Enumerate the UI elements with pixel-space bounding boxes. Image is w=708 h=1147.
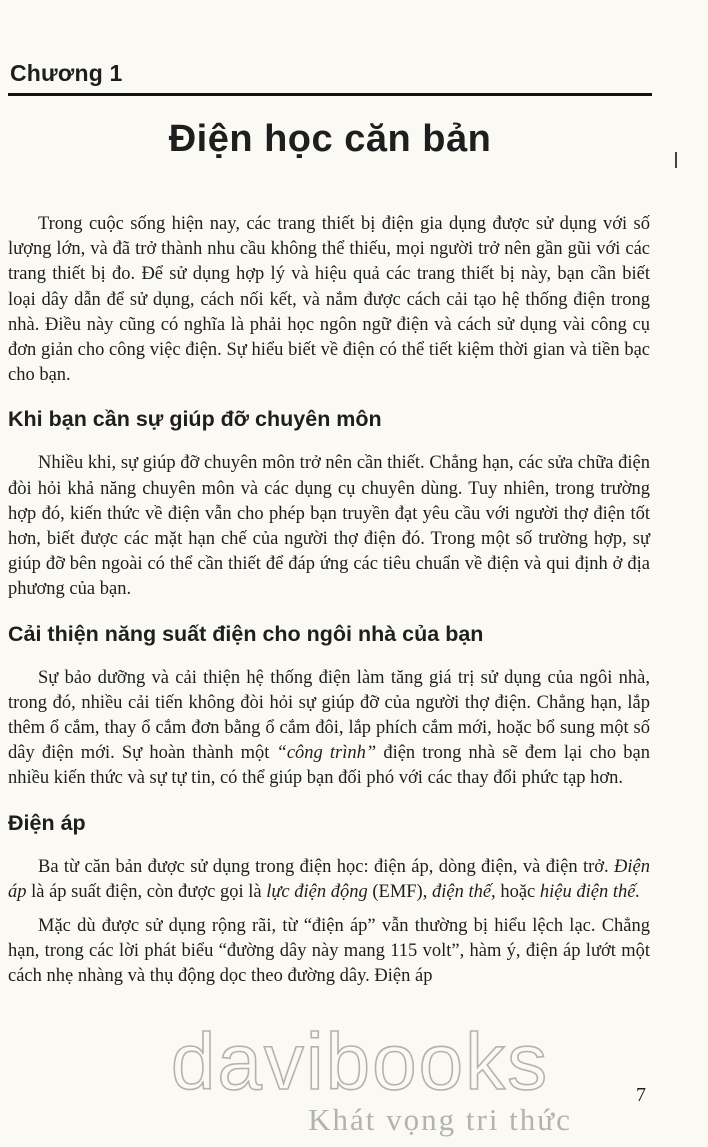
- text-run: là áp suất điện, còn được gọi là: [26, 881, 267, 902]
- page-number: 7: [636, 1084, 646, 1106]
- section-heading-professional-help: Khi bạn cần sự giúp đỡ chuyên môn: [8, 407, 382, 432]
- chapter-divider: [8, 93, 652, 96]
- text-run: (EMF),: [367, 881, 432, 902]
- text-run: Ba từ căn bản được sử dụng trong điện học: điện áp, dòng điện, và điện trở.: [38, 856, 615, 877]
- italic-term: “công trình”: [276, 743, 377, 764]
- home-improvement-paragraph: [8, 666, 650, 792]
- page-body: [8, 212, 650, 990]
- margin-mark: [675, 152, 677, 168]
- watermark-logo: davibooks: [170, 1017, 550, 1106]
- text-run: hoặc: [495, 881, 540, 902]
- italic-term: điện thế,: [431, 881, 496, 902]
- voltage-paragraph-1: [8, 855, 650, 905]
- chapter-title: Điện học căn bản: [168, 118, 492, 160]
- text-run: điện trong nhà sẽ đem lại cho bạn nhiều kiến thức và sự tự tin, có thể giúp bạn đối phó với các thay đổi phức tạp hơn.: [8, 743, 650, 789]
- section-heading-voltage: Điện áp: [8, 810, 86, 835]
- professional-help-paragraph: Nhiều khi, sự giúp đỡ chuyên môn trở nên cần thiết. Chẳng hạn, các sửa chữa điện đòi hỏi khả năng chuyên môn và các dụng cụ chuyên dùng. Tuy nhiên, trong trường hợp đó, kiến thức về điện vẫn cho phép bạn truyền đạt yêu cầu với người thợ điện tốt hơn, biết được các mặt hạn chế của người thợ điện đó. Trong một số trường hợp, sự giúp đỡ bên ngoài có thể cần thiết để đáp ứng các tiêu chuẩn về điện và qui định ở địa phương của bạn.: [8, 453, 650, 600]
- section-heading-home-improvement: Cải thiện năng suất điện cho ngôi nhà của bạn: [8, 621, 484, 646]
- italic-term: lực điện động: [266, 881, 368, 902]
- intro-paragraph: Trong cuộc sống hiện nay, các trang thiết bị điện gia dụng được sử dụng với số lượng lớn, và đã trở thành nhu cầu không thể thiếu, mọi người trở nên gần gũi với các trang thiết bị đo. Để sử dụng hợp lý và hiệu quả các trang thiết bị này, bạn cần biết loại dây dẫn để sử dụng, cách nối kết, và nắm được cách cải tạo hệ thống điện trong nhà. Điều này cũng có nghĩa là phải học ngôn ngữ điện và cách sử dụng vài công cụ đơn giản cho công việc điện. Sự hiểu biết về điện có thể tiết kiệm thời gian và tiền bạc cho bạn.: [8, 214, 650, 386]
- italic-term: hiệu điện thế.: [539, 881, 641, 902]
- watermark-tagline: Khát vọng tri thức: [308, 1102, 572, 1137]
- text-run: Sự bảo dưỡng và cải thiện hệ thống điện làm tăng giá trị sử dụng của ngôi nhà, trong đó, nhiều cải tiến không đòi hỏi sự giúp đỡ của người thợ điện. Chẳng hạn, lắp thêm ổ cắm, thay ổ cắm đơn bằng ổ cắm đôi, lắp phích cắm mới, hoặc bổ sung một số dây điện mới. Sự hoàn thành một: [8, 667, 650, 764]
- voltage-paragraph-2: Mặc dù được sử dụng rộng rãi, từ “điện áp” vẫn thường bị hiểu lệch lạc. Chẳng hạn, trong các lời phát biểu “đường dây này mang 115 volt”, hàm ý, điện áp lướt một cách nhẹ nhàng và thụ động dọc theo đường dây. Điện áp: [8, 916, 650, 987]
- italic-term: Điện áp: [8, 856, 650, 902]
- chapter-label: Chương 1: [10, 60, 123, 86]
